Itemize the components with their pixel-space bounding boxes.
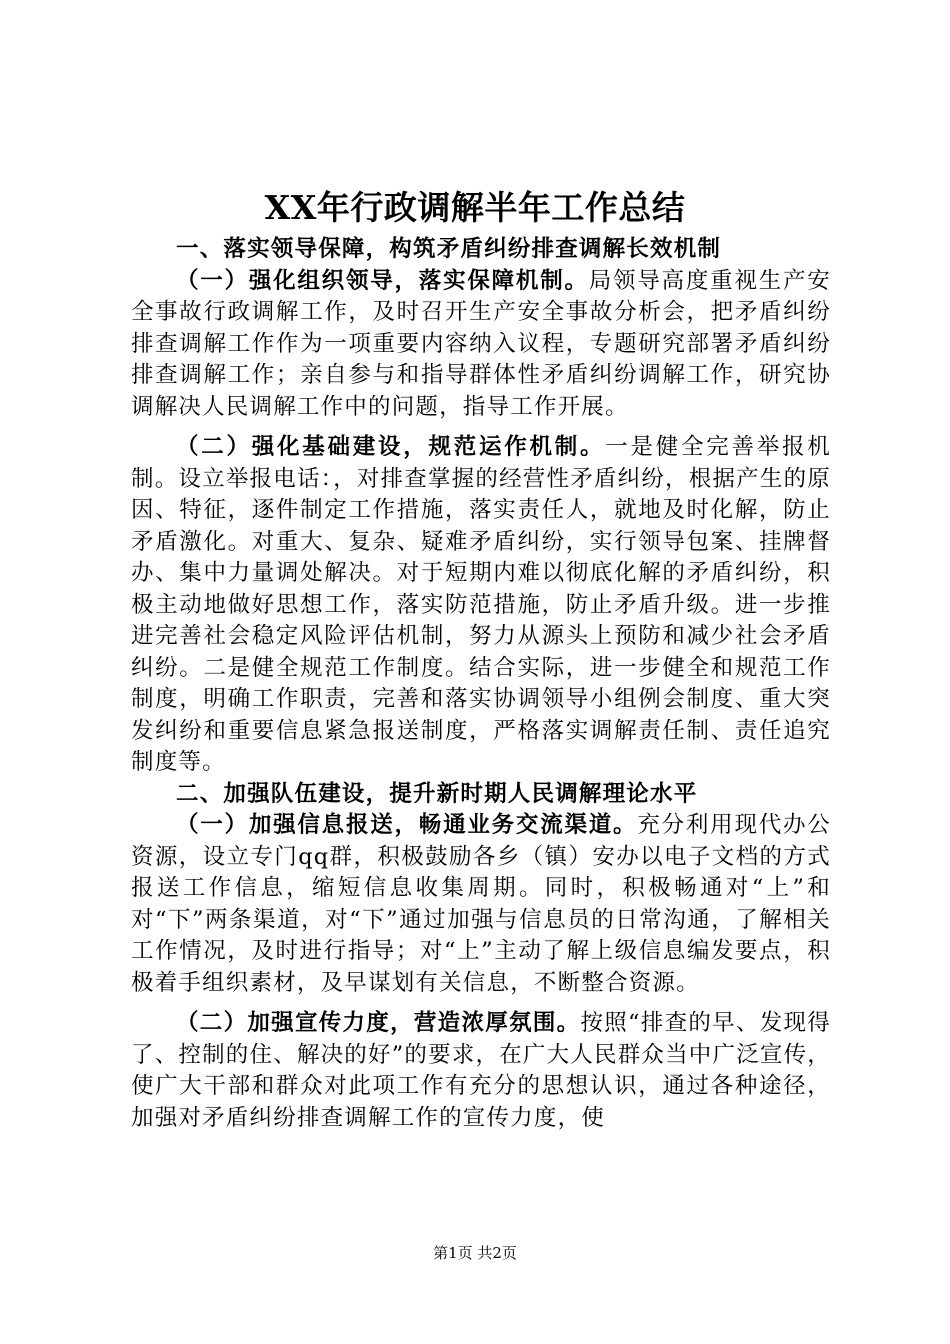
section-heading-1: 一、落实领导保障，构筑矛盾纠纷排查调解长效机制 bbox=[176, 236, 722, 262]
page-footer: 第1页 共2页 bbox=[433, 1244, 517, 1262]
section-heading-2: 二、加强队伍建设，提升新时期人民调解理论水平 bbox=[176, 780, 698, 807]
subheading-1-1: （一）强化组织领导，落实保障机制。 bbox=[176, 267, 589, 294]
document-title: XX年行政调解半年工作总结 bbox=[264, 188, 686, 227]
paragraph-1-2 bbox=[131, 432, 831, 779]
document-body bbox=[131, 234, 831, 1134]
subheading-2-2: （二）加强宣传力度，营造浓厚氛围。 bbox=[176, 1010, 581, 1036]
paragraph-text-1-1: 局领导高度重视生产安全事故行政调解工作，及时召开生产安全事故分析会，把矛盾纠纷排查调解工作作为一项重要内容纳入议程，专题研究部署矛盾纠纷排查调解工作；亲自参与和指导群体性矛盾纠纷调解工作，研究协调解决人民调解工作中的问题，指导工作开展。 bbox=[131, 267, 831, 420]
subheading-2-1: （一）加强信息报送，畅通业务交流渠道。 bbox=[176, 812, 638, 838]
paragraph-1-1 bbox=[131, 266, 831, 424]
paragraph-text-2-1: 充分利用现代办公资源，设立专门qq群，积极鼓励各乡（镇）安办以电子文档的方式报送工作信息，缩短信息收集周期。同时，积极畅通对“上”和对“下”两条渠道，对“下”通过加强与信息员的日常沟通，了解相关工作情况，及时进行指导；对“上”主动了解上级信息编发要点，积极着手组织素材，及早谋划有关信息，不断整合资源。 bbox=[131, 812, 831, 996]
paragraph-text-2-2: 按照“排查的早、发现得了、控制的住、解决的好”的要求，在广大人民群众当中广泛宣传，使广大干部和群众对此项工作有充分的思想认识，通过各种途径，加强对矛盾纠纷排查调解工作的宣传力度，使 bbox=[131, 1010, 832, 1131]
paragraph-text-1-2: 一是健全完善举报机制。设立举报电话：，对排查掌握的经营性矛盾纠纷，根据产生的原因、特征，逐件制定工作措施，落实责任人，就地及时化解，防止矛盾激化。对重大、复杂、疑难矛盾纠纷，实行领导包案、挂牌督办、集中力量调处解决。对于短期内难以彻底化解的矛盾纠纷，积极主动地做好思想工作，落实防范措施，防止矛盾升级。进一步推进完善社会稳定风险评估机制，努力从源头上预防和减少社会矛盾纠纷。二是健全规范工作制度。结合实际，进一步健全和规范工作制度，明确工作职责，完善和落实协调领导小组例会制度、重大突发纠纷和重要信息紧急报送制度，严格落实调解责任制、责任追究制度等。 bbox=[131, 434, 831, 775]
paragraph-2-2 bbox=[131, 1008, 831, 1134]
paragraph-2-1 bbox=[131, 810, 831, 999]
subheading-1-2: （二）强化基础建设，规范运作机制。 bbox=[176, 434, 606, 460]
